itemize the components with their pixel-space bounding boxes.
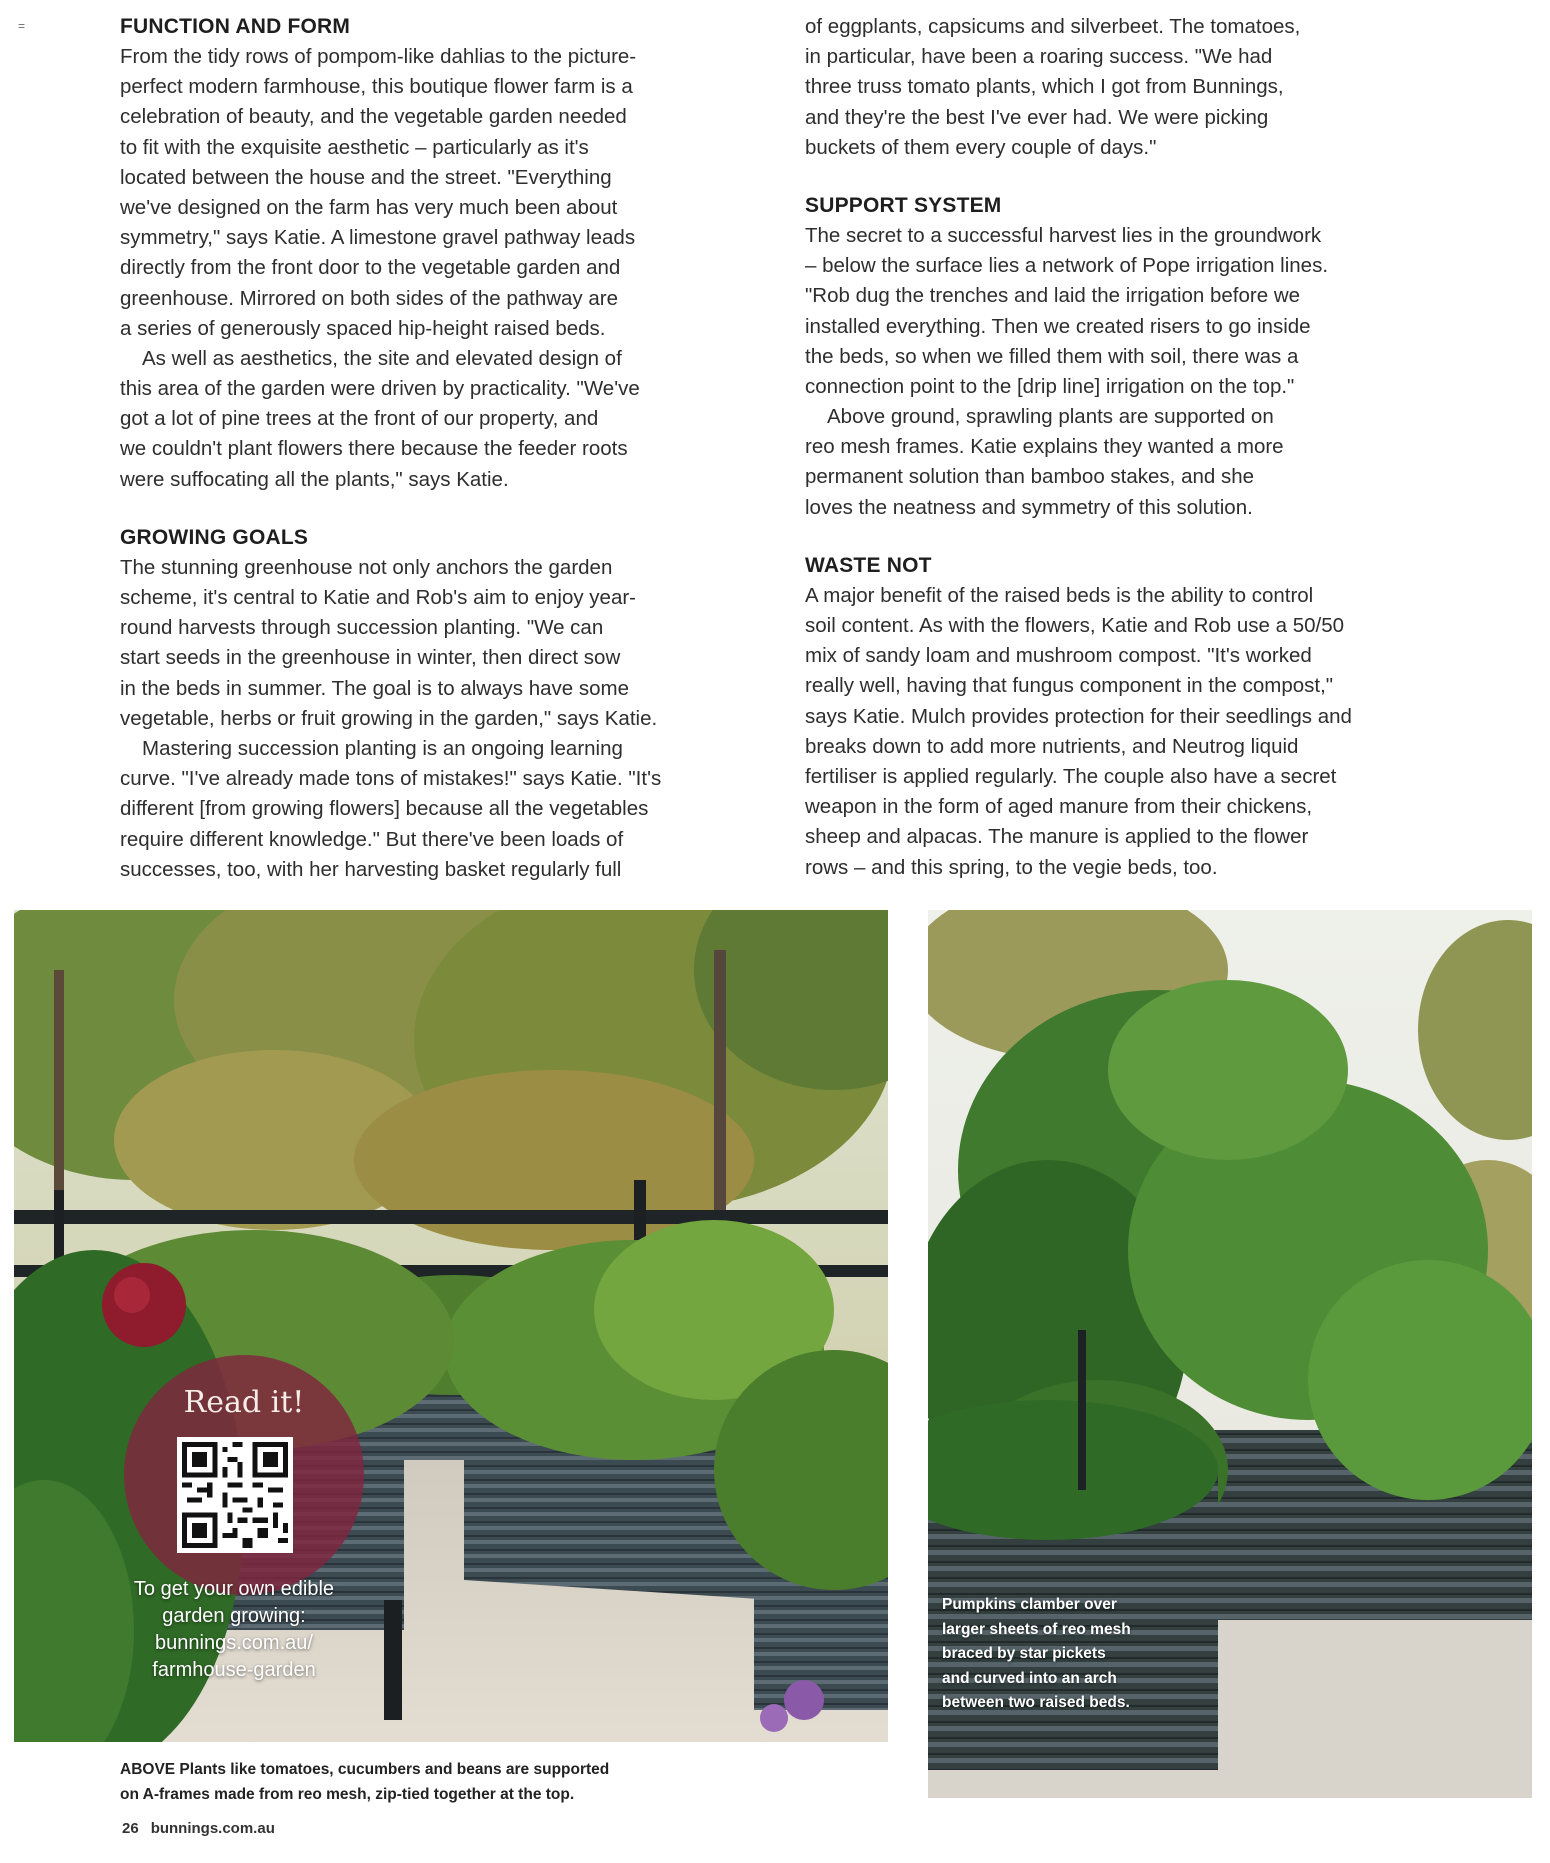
text-line: "Rob dug the trenches and laid the irrigation before we xyxy=(805,284,1301,308)
text-line: curve. "I've already made tons of mistakes!" says Katie. "It's xyxy=(120,767,662,791)
right-text-column xyxy=(805,12,1455,883)
text-line: we've designed on the farm has very much been about xyxy=(120,195,618,219)
text-line: reo mesh frames. Katie explains they wanted a more xyxy=(805,435,1284,459)
text-line: connection point to the [drip line] irrigation on the top." xyxy=(805,374,1295,398)
paragraph xyxy=(805,12,1455,163)
paragraph xyxy=(805,581,1455,883)
text-line: directly from the front door to the vegetable garden and xyxy=(120,256,621,280)
pumpkin-arch-photo xyxy=(928,910,1532,1798)
page-footer xyxy=(122,1820,287,1837)
footer-site-link[interactable]: bunnings.com.au xyxy=(150,1820,275,1837)
caption-line: between two raised beds. xyxy=(942,1694,1130,1711)
text-line: rows – and this spring, to the vegie beds, too. xyxy=(805,855,1218,879)
read-it-title: Read it! xyxy=(183,1385,305,1420)
heading-function-and-form: FUNCTION AND FORM xyxy=(120,15,351,38)
text-line: The stunning greenhouse not only anchors the garden xyxy=(120,555,613,579)
text-line: greenhouse. Mirrored on both sides of the pathway are xyxy=(120,286,618,310)
above-photo-caption xyxy=(120,1757,609,1807)
paragraph xyxy=(120,344,760,495)
text-line: located between the house and the street. "Everything xyxy=(120,165,612,189)
page-number: 26 xyxy=(122,1820,139,1837)
text-line: soil content. As with the flowers, Katie and Rob use a 50/50 xyxy=(805,614,1345,637)
text-line: sheep and alpacas. The manure is applied to the flower xyxy=(805,825,1309,849)
paragraph xyxy=(805,221,1455,402)
text-line: successes, too, with her harvesting basket regularly full xyxy=(120,857,622,881)
text-line: different [from growing flowers] because all the vegetables xyxy=(120,797,649,821)
text-line: three truss tomato plants, which I got from Bunnings, xyxy=(805,75,1284,99)
text-line: symmetry," says Katie. A limestone gravel pathway leads xyxy=(120,226,636,250)
text-line: to fit with the exquisite aesthetic – particularly as it's xyxy=(120,135,589,159)
text-line: and they're the best I've ever had. We were picking xyxy=(805,105,1269,129)
text-line: – below the surface lies a network of Pope irrigation lines. xyxy=(805,254,1329,278)
read-it-badge xyxy=(124,1355,364,1595)
text-line: we couldn't plant flowers there because the feeder roots xyxy=(120,437,628,461)
caption-line: braced by star pickets xyxy=(942,1645,1106,1662)
qr-code[interactable] xyxy=(177,1437,293,1553)
caption-line: and curved into an arch xyxy=(942,1669,1117,1687)
caption-line: on A-frames made from reo mesh, zip-tied together at the top. xyxy=(120,1786,575,1803)
text-line: perfect modern farmhouse, this boutique flower farm is a xyxy=(120,75,633,99)
caption-line: larger sheets of reo mesh xyxy=(942,1620,1131,1638)
text-line: The secret to a successful harvest lies in the groundwork xyxy=(805,223,1322,247)
text-line: the beds, so when we filled them with soil, there was a xyxy=(805,344,1299,368)
text-line: Above ground, sprawling plants are supported on xyxy=(827,405,1274,429)
caption-line: ABOVE Plants like tomatoes, cucumbers and beans are supported xyxy=(120,1761,610,1778)
cta-line: To get your own edible xyxy=(133,1578,335,1600)
pumpkin-photo-caption xyxy=(942,1593,1131,1716)
text-line: permanent solution than bamboo stakes, and she xyxy=(805,465,1255,489)
text-line: celebration of beauty, and the vegetable garden needed xyxy=(120,105,627,129)
text-line: From the tidy rows of pompom-like dahlias to the picture- xyxy=(120,45,637,68)
text-line: in particular, have been a roaring success. "We had xyxy=(805,45,1273,69)
text-line: require different knowledge." But there've been loads of xyxy=(120,827,624,851)
paragraph xyxy=(120,42,760,344)
text-line: were suffocating all the plants," says Katie. xyxy=(120,467,509,491)
text-line: weapon in the form of aged manure from their chickens, xyxy=(805,795,1313,819)
paragraph xyxy=(120,734,760,885)
paragraph xyxy=(805,402,1455,523)
text-line: installed everything. Then we created risers to go inside xyxy=(805,314,1311,338)
text-line: round harvests through succession planting. "We can xyxy=(120,616,604,640)
text-line: of eggplants, capsicums and silverbeet. The tomatoes, xyxy=(805,15,1301,38)
text-line: really well, having that fungus component in the compost," xyxy=(805,674,1334,698)
corner-mark: = xyxy=(18,19,26,33)
text-line: this area of the garden were driven by practicality. "We've xyxy=(120,377,640,401)
text-line: a series of generously spaced hip-height raised beds. xyxy=(120,316,606,340)
caption-line: Pumpkins clamber over xyxy=(942,1596,1117,1613)
text-line: got a lot of pine trees at the front of our property, and xyxy=(120,407,599,431)
text-line: As well as aesthetics, the site and elevated design of xyxy=(142,346,622,370)
text-line: A major benefit of the raised beds is the ability to control xyxy=(805,583,1314,607)
cta-line: garden growing: xyxy=(162,1605,306,1627)
qr-code-icon xyxy=(182,1442,288,1548)
text-line: buckets of them every couple of days." xyxy=(805,135,1157,159)
text-line: says Katie. Mulch provides protection for their seedlings and xyxy=(805,704,1352,728)
heading-support-system: SUPPORT SYSTEM xyxy=(805,193,1002,217)
paragraph xyxy=(120,553,760,734)
garden-beds-photo xyxy=(14,910,888,1742)
heading-waste-not: WASTE NOT xyxy=(805,553,932,577)
heading-growing-goals: GROWING GOALS xyxy=(120,525,309,549)
text-line: fertiliser is applied regularly. The couple also have a secret xyxy=(805,764,1337,788)
text-line: mix of sandy loam and mushroom compost. "It's worked xyxy=(805,644,1312,668)
text-line: vegetable, herbs or fruit growing in the garden," says Katie. xyxy=(120,706,658,730)
text-line: loves the neatness and symmetry of this solution. xyxy=(805,495,1253,519)
text-line: Mastering succession planting is an ongoing learning xyxy=(142,736,623,760)
cta-link-line[interactable]: farmhouse-garden xyxy=(152,1659,316,1681)
cta-link-line[interactable]: bunnings.com.au/ xyxy=(155,1632,313,1654)
left-text-column xyxy=(120,12,760,885)
text-line: breaks down to add more nutrients, and Neutrog liquid xyxy=(805,734,1299,758)
text-line: in the beds in summer. The goal is to always have some xyxy=(120,676,629,700)
text-line: start seeds in the greenhouse in winter, then direct sow xyxy=(120,646,621,670)
qr-call-to-action xyxy=(114,1576,354,1684)
text-line: scheme, it's central to Katie and Rob's aim to enjoy year- xyxy=(120,586,637,609)
